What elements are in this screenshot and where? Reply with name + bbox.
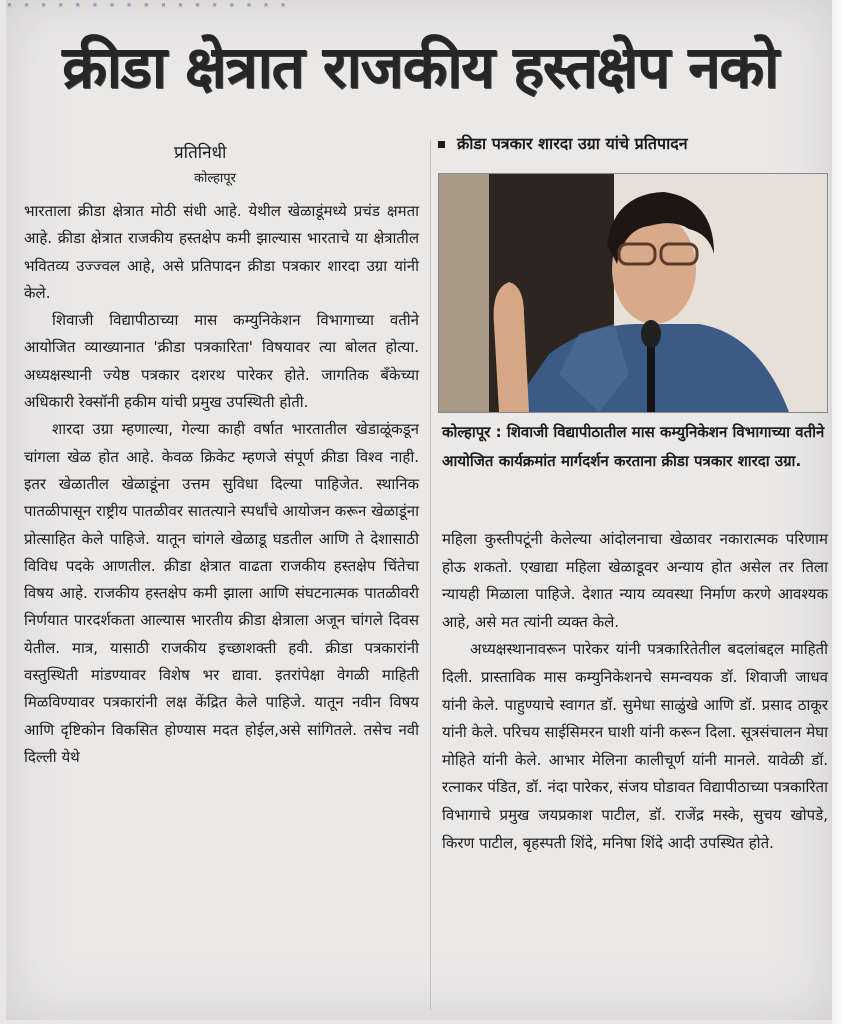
column-divider bbox=[430, 140, 431, 1010]
left-body-text bbox=[24, 198, 419, 771]
right-body-text bbox=[442, 526, 828, 857]
headline: क्रीडा क्षेत्रात राजकीय हस्तक्षेप नको bbox=[62, 33, 778, 101]
right-paragraph: अध्यक्षस्थानावरून पारेकर यांनी पत्रकारितेतील बदलांबद्दल माहिती दिली. प्रास्ताविक मास कम्युनिकेशनचे समन्वयक डॉ. शिवाजी जाधव यांनी केले. पाहुण्याचे स्वागत डॉ. सुमेधा साळुंखे आणि डॉ. प्रसाद ठाकूर यांनी केले. परिचय साईसिमरन घाशी यांनी करून दिला. सूत्रसंचालन मेघा मोहिते यांनी केले. आभार मेलिना कालीचूर्ण यांनी मानले. यावेळी डॉ. रत्नाकर पंडित, डॉ. नंदा पारेकर, संजय घोडावत विद्यापीठाच्या पत्रकारिता विभागाचे प्रमुख जयप्रकाश पाटील, डॉ. राजेंद्र मस्के, सुचय खोपडे, किरण पाटील, बृहस्पती शिंदे, मनिषा शिंदे आदी उपस्थित होते. bbox=[442, 640, 828, 852]
left-paragraph: शारदा उग्रा म्हणाल्या, गेल्या काही वर्षात भारतातील खेडाळूंकडून चांगला खेळ होत आहे. केवळ क्रिकेट म्हणजे संपूर्ण क्रीडा विश्व नाही. इतर खेळातील खेळाडूंना उत्तम सुविधा दिल्या पाहिजेत. स्थानिक पातळीपासून राष्ट्रीय पातळीवर सातत्याने स्पर्धांचे आयोजन करून खेळाडूंना प्रोत्साहित केले पाहिजे. यातून चांगले खेळाडू घडतील आणि ते देशासाठी विविध पदके आणतील. क्रीडा क्षेत्रात वाढता राजकीय हस्तक्षेप चिंतेचा विषय आहे. राजकीय हस्तक्षेप कमी झाला आणि संघटनात्मक पातळीवरी निर्णयात पारदर्शकता आल्यास भारतीय क्रीडा क्षेत्राला अजून चांगले दिवस येतील. मात्र, यासाठी राजकीय इच्छाशक्ती हवी. क्रीडा पत्रकारांनी वस्तुस्थिती मांडण्यावर विशेष भर द्यावा. इतरांपेक्षा वेगळी माहिती मिळविण्यावर पत्रकारांनी लक्ष केंद्रित केले पाहिजे. यातून नवीन विषय आणि दृष्टिकोन विकसित होण्यास मदत होईल,असे सांगितले. तसेच नवी दिल्ली येथे bbox=[24, 420, 419, 766]
right-paragraph: महिला कुस्तीपटूंनी केलेल्या आंदोलनाचा खेळावर नकारात्मक परिणाम होऊ शकतो. एखाद्या महिला खेळाडूवर अन्याय होत असेल तर तिला न्यायही मिळाला पाहिजे. देशात न्याय व्यवस्था निर्माण करणे आवश्यक आहे, असे मत त्यांनी व्यक्त केले. bbox=[442, 530, 828, 631]
byline-place: कोल्हापूर bbox=[194, 171, 236, 186]
left-paragraph: शिवाजी विद्यापीठाच्या मास कम्युनिकेशन विभागाच्या वतीने आयोजित व्याख्यानात 'क्रीडा पत्रकारिता' विषयावर त्या बोलत होत्या. अध्यक्षस्थानी ज्येष्ठ पत्रकार दशरथ पारेकर होते. जागतिक बँकेच्या अधिकारी रेक्सॉनी हकीम यांची प्रमुख उपस्थिती होती. bbox=[24, 311, 419, 412]
square-bullet-icon bbox=[438, 141, 445, 148]
newspaper-clipping bbox=[6, 0, 832, 1020]
speaker-photo bbox=[438, 173, 828, 413]
masthead-bleed-strip: · · · · · · · · · · · · · · · · · bbox=[6, 0, 289, 16]
scan-edge bbox=[832, 0, 845, 1024]
left-column bbox=[24, 136, 419, 1016]
subheadline bbox=[438, 130, 828, 158]
speaker-photo-illustration bbox=[439, 174, 827, 412]
left-paragraph: भारताला क्रीडा क्षेत्रात मोठी संधी आहे. येथील खेळाडूंमध्ये प्रचंड क्षमता आहे. क्रीडा क्षेत्रात राजकीय हस्तक्षेप कमी झाल्यास भारताचे या क्षेत्रातील भवितव्य उज्ज्वल आहे, असे प्रतिपादन क्रीडा पत्रकार शारदा उग्रा यांनी केले. bbox=[24, 202, 419, 302]
byline: प्रतिनिधी bbox=[174, 143, 227, 163]
right-column bbox=[442, 526, 828, 857]
subheadline-text: क्रीडा पत्रकार शारदा उग्रा यांचे प्रतिपादन bbox=[457, 134, 688, 153]
photo-caption: कोल्हापूर : शिवाजी विद्यापीठातील मास कम्युनिकेशन विभागाच्या वतीने आयोजित कार्यक्रमांत मार्गदर्शन करताना क्रीडा पत्रकार शारदा उग्रा. bbox=[442, 423, 825, 470]
